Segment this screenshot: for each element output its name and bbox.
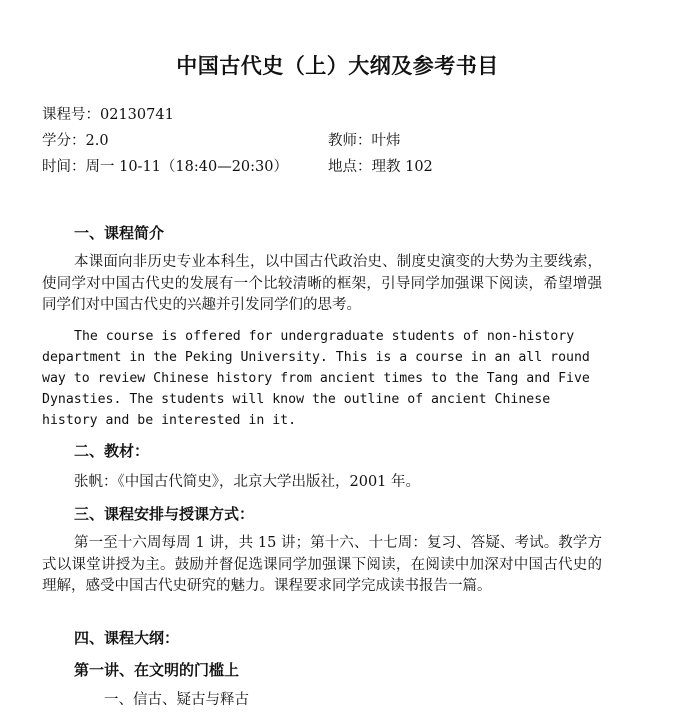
textbook-heading: 二、教材： — [74, 442, 150, 460]
intro-paragraph-english: The course is offered for undergraduate students of non-history department in the Peking University. This is a course in an all round way to review Chinese history from ancient times to the Tang and Five Dynasties. The students will know the outline of ancient Chinese history and be interested in it. — [42, 329, 590, 428]
lecture-1-item-1: 一、信古、疑古与释古 — [104, 692, 249, 708]
outline-heading: 四、课程大纲： — [74, 629, 180, 647]
course-location: 地点：理教 102 — [328, 159, 433, 175]
textbook-citation: 张帆：《中国古代简史》，北京大学出版社，2001 年。 — [74, 474, 421, 490]
schedule-paragraph: 第一至十六周每周 1 讲，共 15 讲；第十六、十七周：复习、答疑、考试。教学方式以课堂讲授为主。鼓励并督促选课同学加强课下阅读，在阅读中加深对中国古代史的理解，感受中国古代史研究的魅力。课程要求同学完成读书报告一篇。 — [42, 535, 602, 594]
course-credits: 学分：2.0 — [42, 133, 109, 149]
page-title: 中国古代史（上）大纲及参考书目 — [176, 54, 499, 78]
course-number: 课程号：02130741 — [42, 107, 174, 123]
lecture-1-heading: 第一讲、在文明的门槛上 — [74, 661, 240, 679]
course-time: 时间：周一 10-11（18:40—20:30） — [42, 159, 288, 175]
intro-paragraph-chinese: 本课面向非历史专业本科生，以中国古代政治史、制度史演变的大势为主要线索，使同学对中国古代史的发展有一个比较清晰的框架，引导同学加强课下阅读，希望增强同学们对中国古代史的兴趣并引发同学们的思考。 — [42, 254, 602, 313]
course-teacher: 教师：叶炜 — [328, 133, 401, 149]
schedule-heading: 三、课程安排与授课方式： — [74, 505, 255, 523]
intro-heading: 一、课程简介 — [74, 224, 165, 242]
